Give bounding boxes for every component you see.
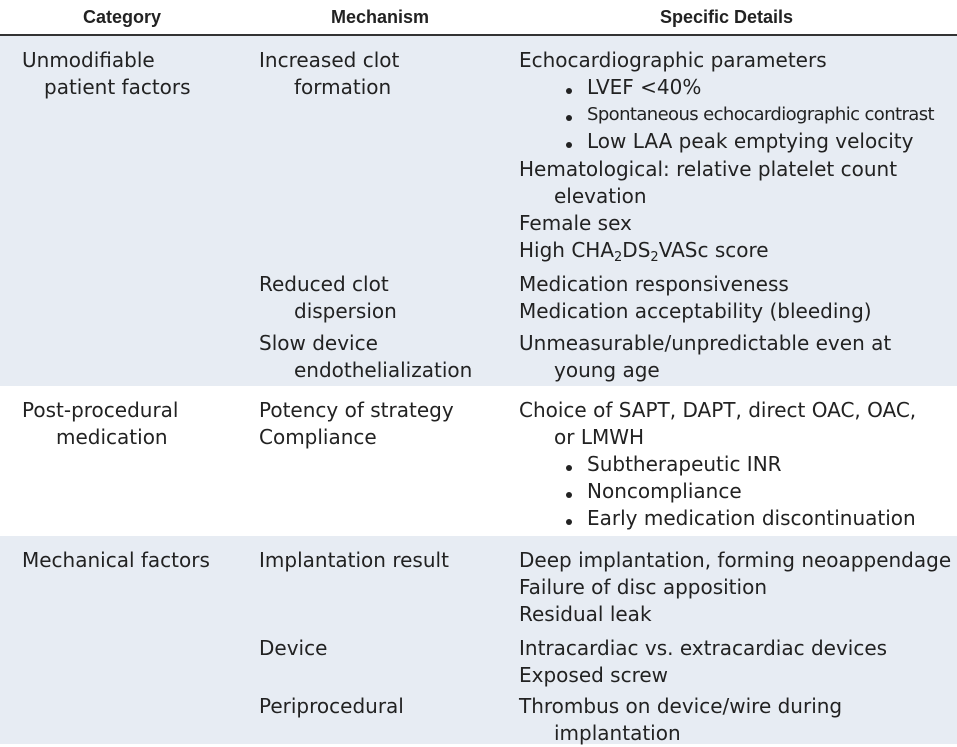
detail-medication-acceptability: Medication acceptability (bleeding)	[519, 299, 872, 323]
detail-intracardiac: Intracardiac vs. extracardiac devices	[519, 636, 888, 660]
category-label-cont: patient factors	[44, 75, 191, 99]
mechanism-reduced-clot-cont: dispersion	[294, 299, 397, 323]
category-label: Unmodifiable	[22, 48, 155, 72]
detail-choice: Choice of SAPT, DAPT, direct OAC, OAC,	[519, 398, 917, 422]
mechanism-implantation-result: Implantation result	[259, 548, 449, 572]
row-mechanical-factors	[0, 536, 957, 744]
detail-echo-parameters: Echocardiographic parameters	[519, 48, 827, 72]
detail-low-laa: Low LAA peak emptying velocity	[587, 129, 914, 153]
table-header	[0, 0, 957, 36]
category-label-cont: medication	[56, 425, 168, 449]
header-mechanism: Mechanism	[331, 7, 430, 27]
row-post-procedural-medication	[0, 386, 957, 536]
mechanism-reduced-clot: Reduced clot	[259, 272, 389, 296]
detail-residual-leak: Residual leak	[519, 602, 652, 626]
mechanism-potency: Potency of strategy	[259, 398, 454, 422]
mechanism-increased-clot-cont: formation	[294, 75, 392, 99]
detail-thrombus: Thrombus on device/wire during	[519, 694, 843, 718]
mechanism-slow-device: Slow device	[259, 331, 378, 355]
detail-lvef: LVEF <40%	[587, 75, 702, 99]
bullet-icon	[566, 88, 572, 94]
mechanism-compliance: Compliance	[259, 425, 377, 449]
bullet-icon	[566, 492, 572, 498]
bullet-icon	[566, 465, 572, 471]
detail-exposed-screw: Exposed screw	[519, 663, 669, 687]
detail-cha2ds2vasc: High $CHA_2DS_2VASc$ score	[519, 238, 769, 265]
mechanism-periprocedural: Periprocedural	[259, 694, 404, 718]
mechanism-slow-device-cont: endothelialization	[294, 358, 473, 382]
category-label: Mechanical factors	[22, 548, 210, 572]
detail-female-sex: Female sex	[519, 211, 632, 235]
header-category: Category	[83, 7, 162, 27]
header-specific-details: Specific Details	[660, 7, 794, 27]
detail-medication-responsiveness: Medication responsiveness	[519, 272, 789, 296]
detail-unmeasurable: Unmeasurable/unpredictable even at	[519, 331, 892, 355]
detail-hematological-cont: elevation	[554, 184, 647, 208]
bullet-icon	[566, 519, 572, 525]
category-label: Post-procedural	[22, 398, 179, 422]
detail-noncompliance: Noncompliance	[587, 479, 742, 503]
detail-choice-cont: or LMWH	[554, 425, 645, 449]
detail-subtherapeutic-inr: Subtherapeutic INR	[587, 452, 782, 476]
detail-disc-apposition: Failure of disc apposition	[519, 575, 767, 599]
detail-unmeasurable-cont: young age	[554, 358, 660, 382]
detail-hematological: Hematological: relative platelet count	[519, 157, 898, 181]
detail-deep-implantation: Deep implantation, forming neoappendage	[519, 548, 952, 572]
mechanism-increased-clot: Increased clot	[259, 48, 400, 72]
detail-spontaneous-contrast: Spontaneous echocardiographic contrast	[587, 104, 934, 125]
row-unmodifiable-patient-factors	[0, 36, 957, 386]
detail-early-discontinuation: Early medication discontinuation	[587, 506, 916, 530]
detail-thrombus-cont: implantation	[554, 721, 681, 745]
bullet-icon	[566, 115, 572, 121]
mechanism-device: Device	[259, 636, 328, 660]
bullet-icon	[566, 142, 572, 148]
